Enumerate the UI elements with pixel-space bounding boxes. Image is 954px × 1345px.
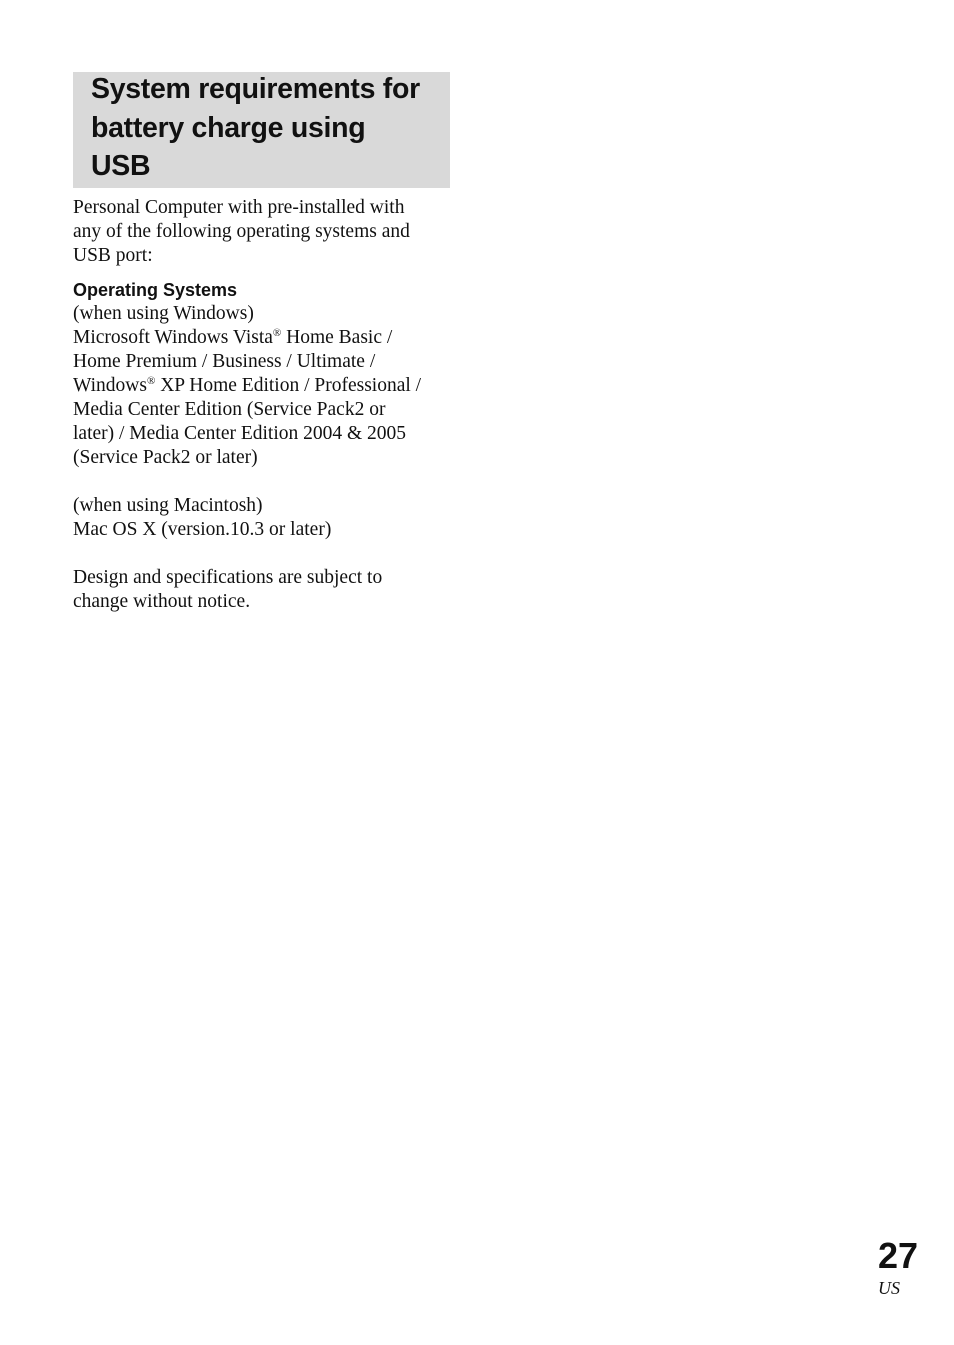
intro-line-2: any of the following operating systems and	[73, 221, 410, 242]
windows-xp-line	[73, 374, 463, 398]
section-title-line-3: USB	[91, 150, 151, 182]
windows-media-center-line: Media Center Edition (Service Pack2 or	[73, 399, 386, 420]
section-title-line-2: battery charge using	[91, 111, 366, 144]
windows-xp-editions: XP Home Edition / Professional /	[155, 375, 422, 396]
operating-systems-heading: Operating Systems	[73, 280, 238, 300]
notice-line-2: change without notice.	[73, 591, 251, 612]
windows-vista-line	[73, 326, 463, 350]
registered-mark: ®	[146, 375, 156, 387]
macintosh-block	[73, 494, 463, 542]
windows-vista-text: Microsoft Windows Vista	[73, 327, 273, 348]
registered-mark: ®	[272, 327, 282, 339]
windows-media-center-line-2: later) / Media Center Edition 2004 & 2005	[73, 423, 407, 444]
windows-caption: (when using Windows)	[73, 303, 254, 324]
notice-paragraph	[73, 566, 463, 614]
operating-systems-block	[73, 278, 463, 470]
windows-vista-editions: Home Basic /	[281, 327, 393, 348]
region-code: US	[878, 1278, 900, 1298]
intro-paragraph	[73, 196, 463, 268]
windows-service-pack-line: (Service Pack2 or later)	[73, 447, 258, 468]
windows-vista-editions-line: Home Premium / Business / Ultimate /	[73, 351, 376, 372]
page-number: 27	[877, 1235, 918, 1276]
section-title-line-1: System requirements for	[91, 73, 420, 105]
section-heading	[73, 72, 450, 188]
intro-line-1: Personal Computer with pre-installed with	[73, 197, 405, 218]
windows-xp-text: Windows	[73, 375, 147, 396]
notice-line-1: Design and specifications are subject to	[73, 567, 383, 588]
mac-os-line: Mac OS X (version.10.3 or later)	[73, 519, 332, 540]
intro-line-3: USB port:	[73, 245, 153, 266]
mac-caption: (when using Macintosh)	[73, 495, 263, 516]
